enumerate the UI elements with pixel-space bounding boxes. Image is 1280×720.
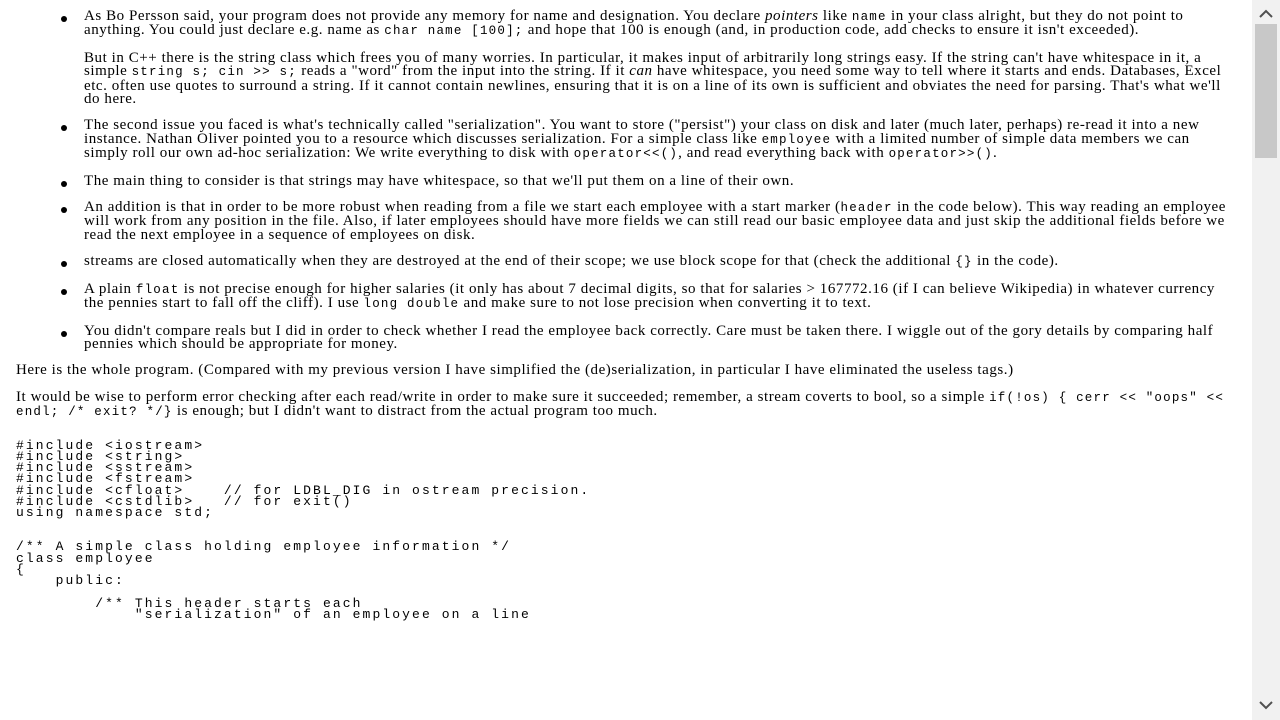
bullet-paragraph: streams are closed automatically when they are destroyed at the end of their scope; we use block scope for that (check the additional {} in the code).: [84, 253, 1059, 270]
code-block[interactable]: #include <iostream> #include <string> #include <sstream> #include <fstream> #include <cfloat> // for LDBL_DIG in ostream precision. #include <cstdlib> // for exit() using namespace std; /** A simple class holding employee information */ class employee { public: /** This header starts each "serialization" of an employee on a line: [16, 437, 591, 622]
list-item: [84, 322, 1234, 352]
body-paragraph: Here is the whole program. (Compared with my previous version I have simplified the (de)serialization, in particular I have eliminated the useless tags.): [16, 362, 1014, 379]
bullet-paragraph: You didn't compare reals but I did in order to check whether I read the employee back correctly. Care must be taken there. I wiggle out of the gory details by comparing half pennies which should be appropriate for money.: [84, 322, 1214, 352]
inline-code: long double: [363, 297, 460, 312]
scroll-down-button[interactable]: [1252, 696, 1280, 716]
inline-code: operator<<(): [573, 147, 679, 162]
inline-code: {}: [955, 255, 973, 270]
list-item: [84, 172, 1234, 189]
list-item: [84, 10, 1234, 106]
list-item: [84, 119, 1234, 161]
bullet-paragraph: The main thing to consider is that strings may have whitespace, so that we'll put them on a line of their own.: [84, 172, 795, 189]
inline-code: name: [851, 10, 887, 24]
chevron-down-icon: [1259, 697, 1273, 715]
inline-code: employee: [761, 132, 832, 147]
bullet-paragraph: As Bo Persson said, your program does not provide any memory for name and designation. You declare pointers like name in your class alright, but they do not point to anything. You could just declare e.g. name as char name [100]; and hope that 100 is enough (and, in production code, add checks to ensure it isn't exceeded).: [84, 8, 1184, 39]
vertical-scrollbar[interactable]: [1252, 0, 1280, 720]
list-item: [84, 280, 1234, 312]
bullet-list: [16, 10, 1234, 351]
inline-code: header: [840, 201, 893, 216]
inline-code: operator>>(): [888, 147, 993, 162]
scroll-thumb[interactable]: [1255, 24, 1277, 158]
inline-code: char name [100];: [384, 24, 524, 39]
chevron-up-icon: [1259, 5, 1273, 23]
scroll-up-button[interactable]: [1252, 4, 1280, 24]
inline-code: if(!os) { cerr << "oops" << endl; /* exit? */}: [16, 390, 1225, 420]
answer-content: [16, 0, 1234, 720]
inline-code: float: [135, 282, 180, 297]
body-paragraph: It would be wise to perform error checking after each read/write in order to make sure it succeeded; remember, a stream coverts to bool, so a simple if(!os) { cerr << "oops" << endl; /* exit? */} is enough; but I didn't want to distract from the actual program too much.: [16, 388, 1225, 420]
bullet-paragraph: But in C++ there is the string class which frees you of many worries. In particular, it makes input of arbitrarily long strings easy. If the string can't have whitespace in it, a simple string s; cin >> s; reads a "word" from the input into the string. If it can have whitespace, you need some way to tell where it starts and ends. Databases, Excel etc. often use quotes to surround a string. If it cannot contain newlines, ensuring that it is on a line of its own is sufficient and obviates the need for parsing. That's what we'll do here.: [84, 49, 1222, 108]
list-item: [84, 201, 1234, 242]
bullet-paragraph: An addition is that in order to be more robust when reading from a file we start each employee with a start marker (header in the code below). This way reading an employee will work from any position in the file. Also, if later employees should have more fields we can still read our basic employee data and just skip the additional fields before we read the next employee in a sequence of employees on disk.: [84, 199, 1226, 243]
bullet-paragraph: The second issue you faced is what's technically called "serialization". You want to store ("persist") your class on disk and later (much later, perhaps) re-read it into a new instance. Nathan Oliver pointed you to a resource which discusses serialization. For a simple class like employee with a limited number of simple data members we can simply roll our own ad-hoc serialization: We write everything to disk with operator<<(), and read everything back with operator>>().: [84, 117, 1200, 162]
inline-code: string s; cin >> s;: [131, 65, 297, 80]
list-item: [84, 255, 1234, 269]
bullet-paragraph: A plain float is not precise enough for higher salaries (it only has about 7 decimal digits, so that for salaries > 167772.16 (if I can believe Wikipedia) in whatever currency the pennies start to fall off the cliff). I use long double and make sure to not lose precision when converting it to text.: [84, 280, 1215, 312]
